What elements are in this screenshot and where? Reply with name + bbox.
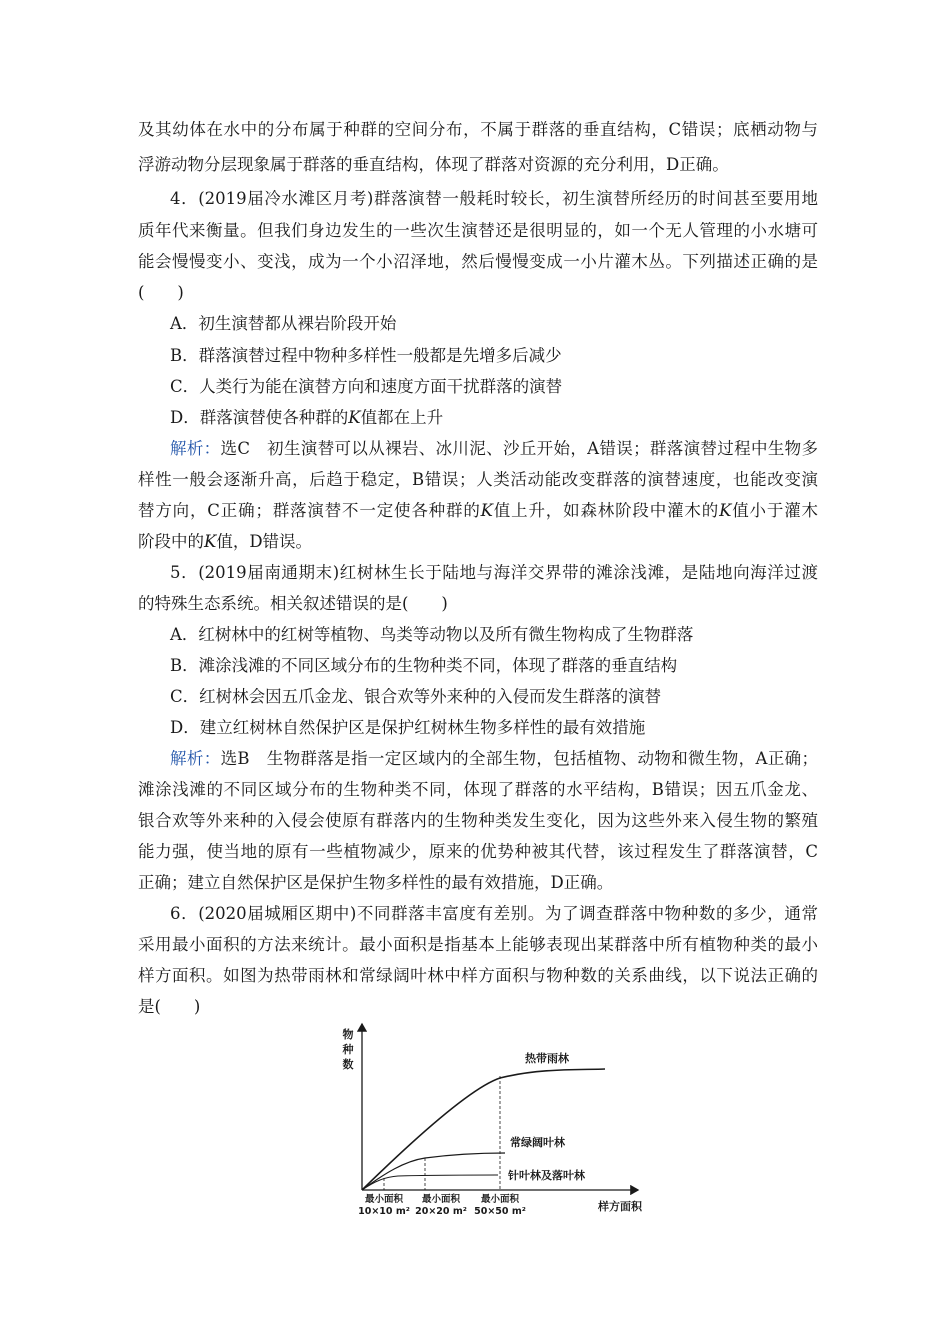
- k-symbol: K: [204, 532, 217, 551]
- tick-label: 50×50 m²: [474, 1206, 526, 1217]
- tick-label: 20×20 m²: [415, 1206, 467, 1217]
- q5-option-a: A．红树林中的红树等植物、鸟类等动物以及所有微生物构成了生物群落: [170, 625, 694, 644]
- analysis-label: 解析：: [170, 439, 221, 458]
- q5-stem-line-2: 的特殊生态系统。相关叙述错误的是( ): [138, 594, 448, 613]
- q4-option-d-pre: D．群落演替使各种群的: [170, 408, 349, 427]
- q4-analysis-text-4a: 阶段中的: [138, 532, 204, 551]
- q5-analysis-text-1: 选B 生物群落是指一定区域内的全部生物，包括植物、动物和微生物，A正确；: [220, 749, 818, 768]
- tick-label: 10×10 m²: [358, 1206, 410, 1217]
- q4-analysis-line-3: [138, 501, 818, 521]
- q5-stem-line-1: 5．(2019届南通期末)红树林生长于陆地与海洋交界带的滩涂浅滩，是陆地向海洋过渡: [170, 563, 818, 582]
- y-axis-label: [342, 1027, 354, 1071]
- carry-line-2: 浮游动物分层现象属于群落的垂直结构，体现了群落对资源的充分利用，D正确。: [138, 155, 729, 174]
- series-line-evergreen-broadleaf: [362, 1153, 505, 1190]
- q4-stem-line-3: 能会慢慢变小、变浅，成为一个小沼泽地，然后慢慢变成一小片灌木丛。下列描述正确的是: [138, 252, 818, 271]
- q4-option-d-post: 值都在上升: [360, 408, 444, 427]
- y-axis-label-char: 数: [342, 1058, 354, 1071]
- q4-stem-line-1: 4．(2019届冷水滩区月考)群落演替一般耗时较长，初生演替所经历的时间甚至要用地: [170, 189, 818, 208]
- q4-option-d: [170, 408, 850, 428]
- q4-option-a: A．初生演替都从裸岩阶段开始: [170, 314, 397, 333]
- q4-analysis-text-4b: 值，D错误。: [216, 532, 313, 551]
- species-area-chart: [320, 1018, 660, 1238]
- q4-analysis-text-1: 选C 初生演替可以从裸岩、冰川泥、沙丘开始，A错误；群落演替过程中生物多: [220, 439, 819, 458]
- legend-label: 热带雨林: [525, 1052, 569, 1065]
- q4-option-c: C．人类行为能在演替方向和速度方面干扰群落的演替: [170, 377, 563, 396]
- q5-option-b: B．滩涂浅滩的不同区域分布的生物种类不同，体现了群落的垂直结构: [170, 656, 678, 675]
- legend-label: 常绿阔叶林: [510, 1136, 565, 1149]
- tick-label: 最小面积: [480, 1194, 520, 1205]
- q5-analysis-line-3: 银合欢等外来种的入侵会使原有群落内的生物种类发生变化，因为这些外来入侵生物的繁殖: [138, 811, 818, 830]
- y-axis-label-char: 种: [342, 1043, 354, 1056]
- q4-analysis-line-4: [138, 532, 818, 552]
- q5-option-c: C．红树林会因五爪金龙、银合欢等外来种的入侵而发生群落的演替: [170, 687, 662, 706]
- analysis-label: 解析：: [170, 749, 221, 768]
- q4-analysis-text-3c: 值小于灌木: [731, 501, 819, 520]
- q4-analysis-text-3b: 值上升，如森林阶段中灌木的: [492, 501, 720, 520]
- q6-stem-line-2: 采用最小面积的方法来统计。最小面积是指基本上能够表现出某群落中所有植物种类的最小: [138, 935, 818, 954]
- q4-option-b: B．群落演替过程中物种多样性一般都是先增多后减少: [170, 346, 562, 365]
- k-symbol: K: [480, 501, 493, 520]
- q5-option-d: D．建立红树林自然保护区是保护红树林生物多样性的最有效措施: [170, 718, 646, 737]
- q5-analysis-line-4: 能力强，使当地的原有一些植物减少，原来的优势种被其代替，该过程发生了群落演替，C: [138, 842, 818, 861]
- x-axis-label: 样方面积: [598, 1200, 642, 1213]
- q6-stem-line-1: 6．(2020届城厢区期中)不同群落丰富度有差别。为了调查群落中物种数的多少，通常: [170, 904, 818, 923]
- q4-analysis-text-3a: 替方向，C正确；群落演替不一定使各种群的: [138, 501, 481, 520]
- carry-line-1: 及其幼体在水中的分布属于种群的空间分布，不属于群落的垂直结构，C错误；底栖动物与: [138, 120, 818, 139]
- tick-label: 最小面积: [421, 1194, 461, 1205]
- k-symbol: K: [719, 501, 732, 520]
- series-line-conifer-deciduous: [362, 1175, 498, 1190]
- q4-analysis-line-2: 样性一般会逐渐升高，后趋于稳定，B错误；人类活动能改变群落的演替速度，也能改变演: [138, 470, 818, 489]
- q4-answer-paren: ( ): [138, 283, 184, 302]
- q4-stem-line-2: 质年代来衡量。但我们身边发生的一些次生演替还是很明显的，如一个无人管理的小水塘可: [138, 221, 818, 240]
- tick-label: 最小面积: [364, 1194, 404, 1205]
- q6-stem-line-4: 是( ): [138, 997, 201, 1016]
- y-axis-label-char: 物: [342, 1028, 354, 1041]
- q5-analysis-line-2: 滩涂浅滩的不同区域分布的生物种类不同，体现了群落的水平结构，B错误；因五爪金龙、: [138, 780, 818, 799]
- k-symbol: K: [348, 408, 361, 427]
- q5-analysis-line-1: [170, 749, 818, 769]
- q6-stem-line-3: 样方面积。如图为热带雨林和常绿阔叶林中样方面积与物种数的关系曲线，以下说法正确的: [138, 966, 818, 985]
- q5-analysis-line-5: 正确；建立自然保护区是保护生物多样性的最有效措施，D正确。: [138, 873, 614, 892]
- legend-label: 针叶林及落叶林: [508, 1169, 585, 1182]
- q4-analysis-line-1: [170, 439, 818, 459]
